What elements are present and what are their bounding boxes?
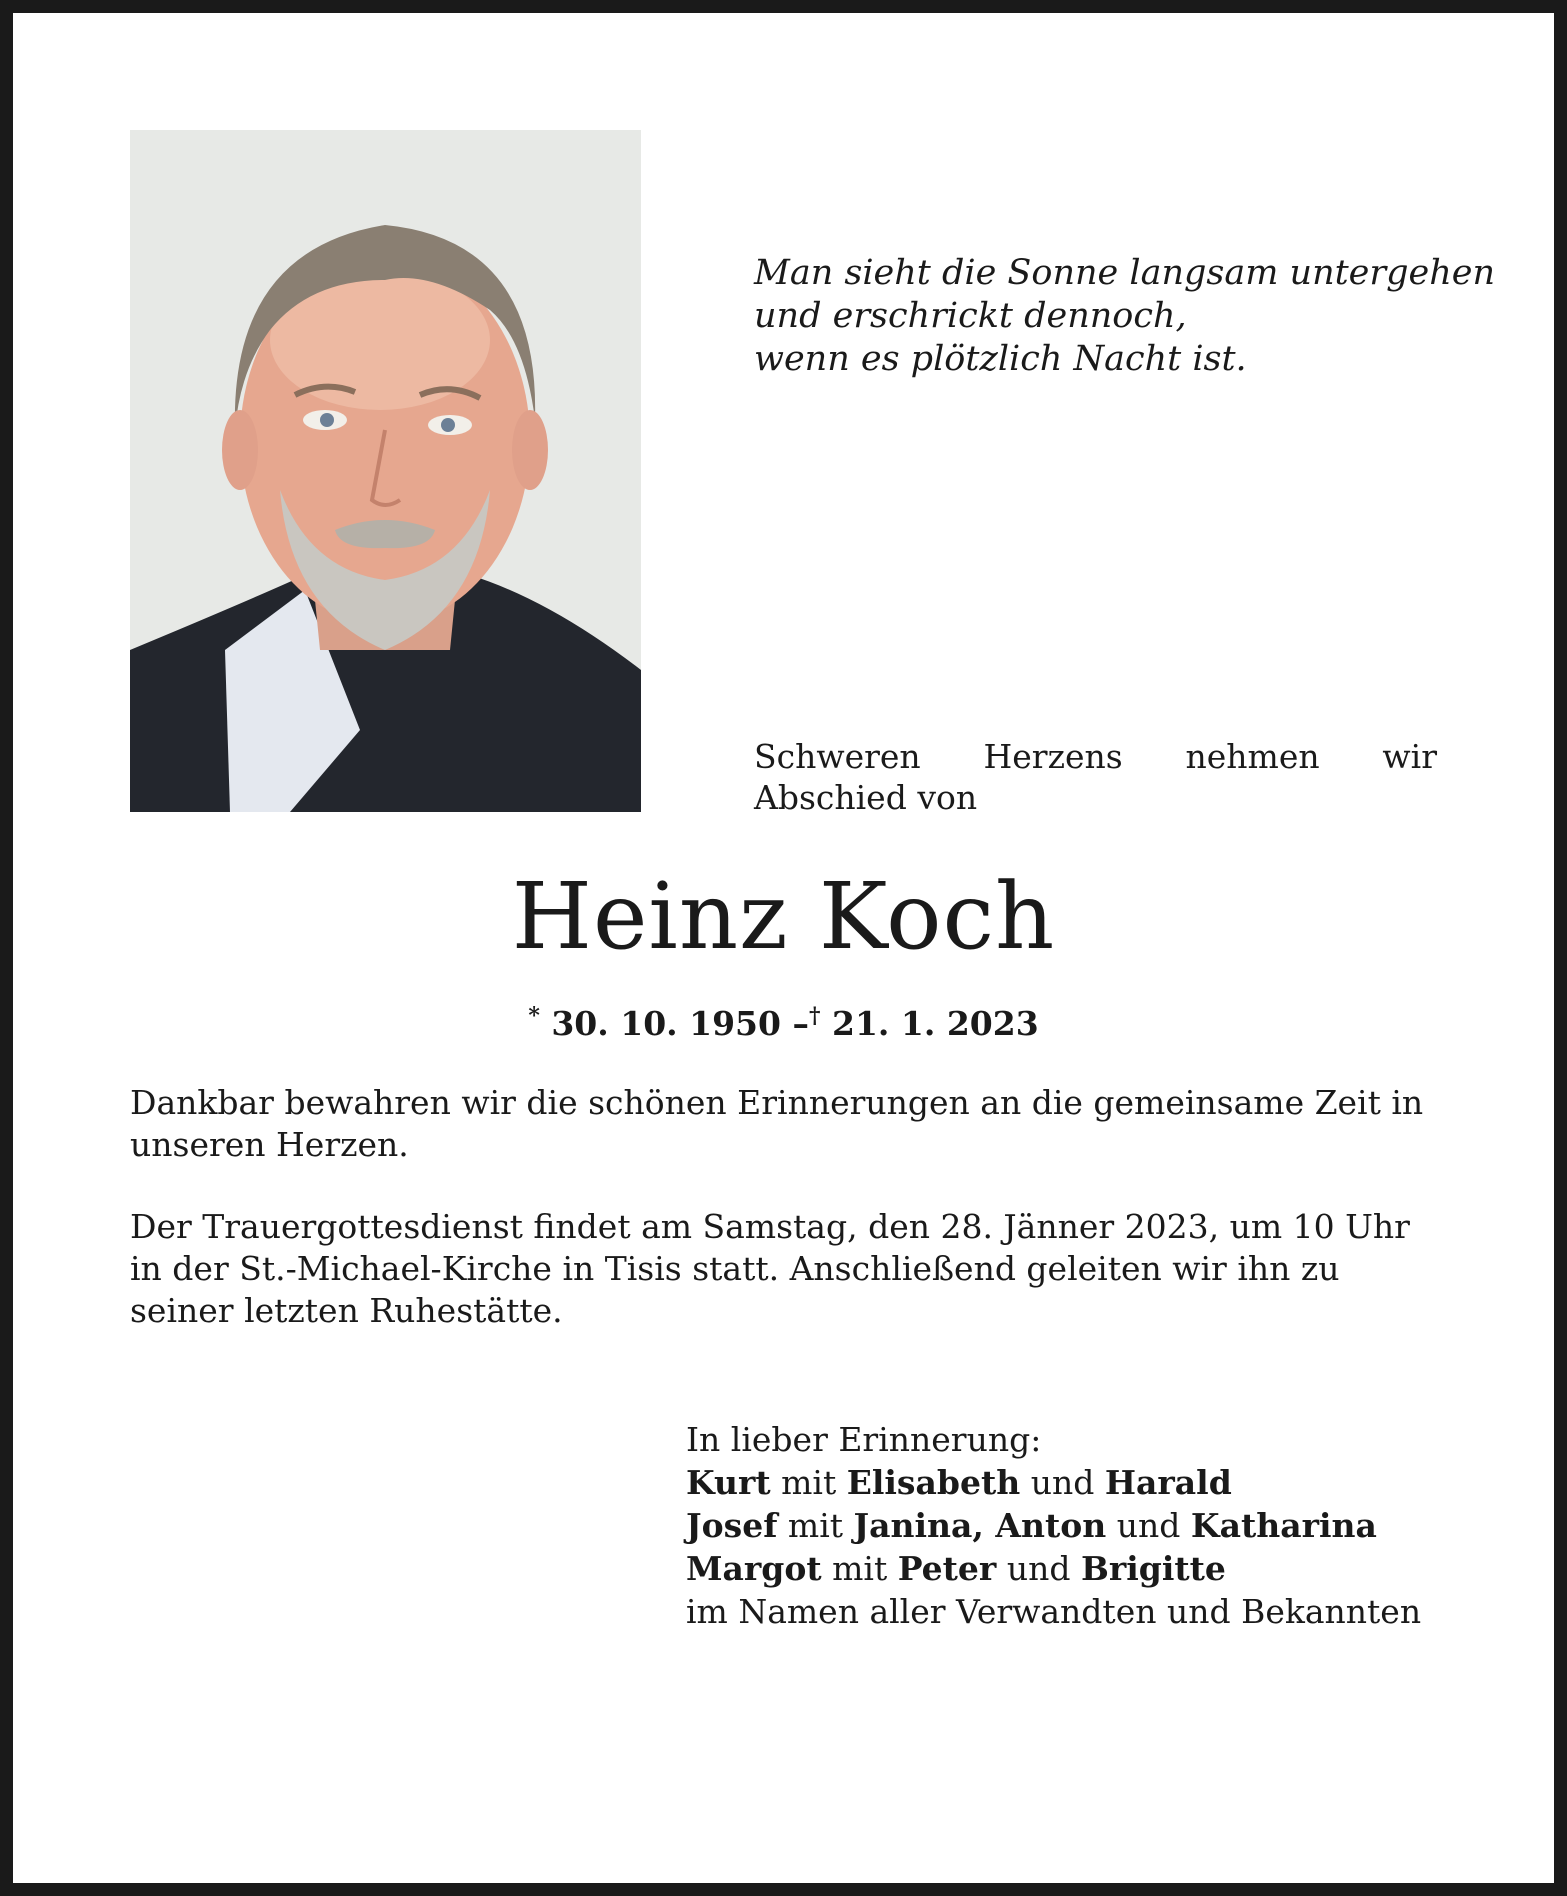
- connector: und: [1006, 1549, 1071, 1588]
- family-line: [686, 1504, 1446, 1547]
- quote: [754, 252, 1496, 381]
- portrait-photo-icon: [130, 130, 641, 812]
- connector: mit: [832, 1549, 888, 1588]
- signature-block: [686, 1418, 1446, 1633]
- family-line: [686, 1547, 1446, 1590]
- quote-line: Man sieht die Sonne langsam untergehen: [754, 253, 1496, 293]
- connector: und: [1116, 1506, 1181, 1545]
- life-dates: [0, 995, 1567, 1045]
- deceased-name: Heinz Koch: [511, 863, 1056, 970]
- family-name: Janina, Anton: [853, 1506, 1107, 1545]
- family-name: Brigitte: [1080, 1549, 1226, 1588]
- death-symbol: †: [808, 1003, 821, 1029]
- birth-date: 30. 10. 1950: [551, 1004, 781, 1043]
- family-line: [686, 1461, 1446, 1504]
- family-name: Kurt: [686, 1463, 771, 1502]
- family-name: Peter: [897, 1549, 997, 1588]
- service-paragraph: Der Trauergottesdienst findet am Samstag, den 28. Jänner 2023, um 10 Uhr in der St.-Michael-Kirche in Tisis statt. Anschließend geleiten wir ihn zu seiner letzten Ruhestätte.: [130, 1207, 1410, 1330]
- connector: mit: [781, 1463, 837, 1502]
- signature-heading: In lieber Erinnerung:: [686, 1420, 1042, 1459]
- family-name: Katharina: [1190, 1506, 1377, 1545]
- family-name: Harald: [1104, 1463, 1232, 1502]
- connector: mit: [787, 1506, 844, 1545]
- connector: und: [1030, 1463, 1095, 1502]
- quote-line: und erschrickt dennoch,: [754, 296, 1187, 336]
- family-name: Margot: [686, 1549, 822, 1588]
- death-date: 21. 1. 2023: [832, 1004, 1039, 1043]
- family-name: Josef: [686, 1506, 778, 1545]
- family-name: Elisabeth: [846, 1463, 1021, 1502]
- gratitude-paragraph: Dankbar bewahren wir die schönen Erinnerungen an die gemeinsame Zeit in unseren Herzen.: [130, 1083, 1424, 1164]
- date-separator: –: [792, 1004, 809, 1043]
- birth-symbol: *: [528, 1003, 540, 1029]
- intro-text: Schweren Herzens nehmen wir Abschied von: [754, 737, 1437, 817]
- portrait-photo: [130, 130, 641, 812]
- signature-closing: im Namen aller Verwandten und Bekannten: [686, 1592, 1422, 1631]
- quote-line: wenn es plötzlich Nacht ist.: [754, 339, 1247, 379]
